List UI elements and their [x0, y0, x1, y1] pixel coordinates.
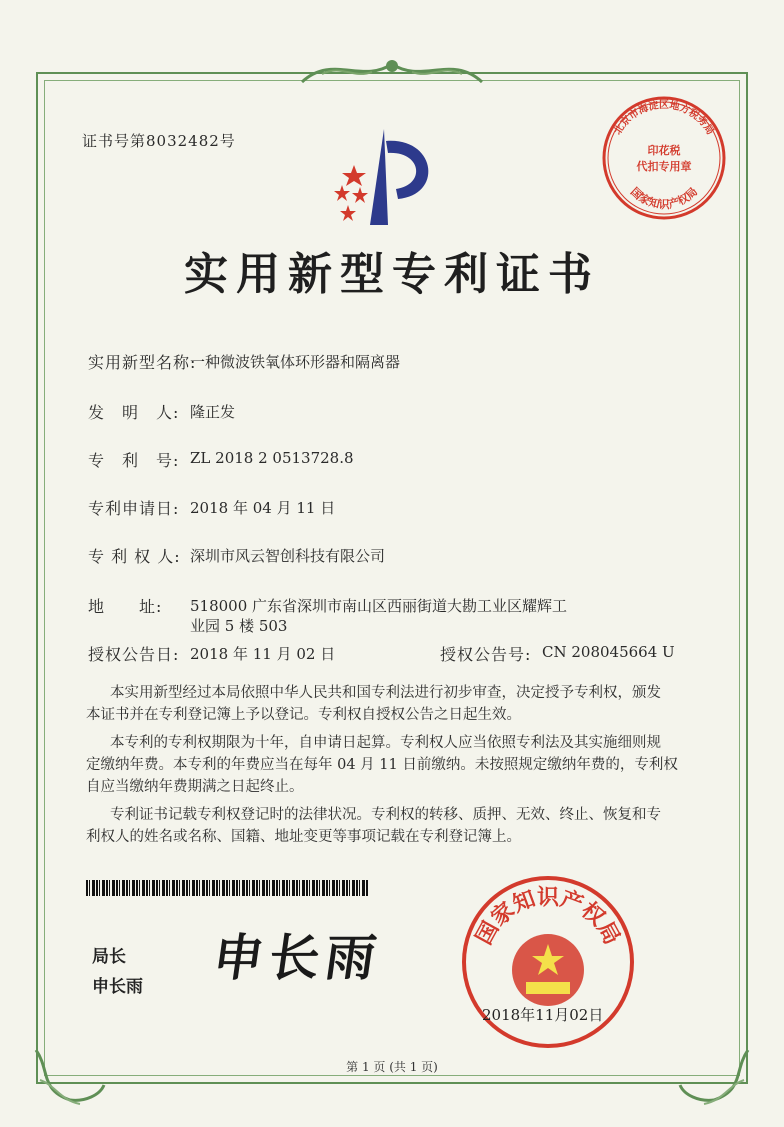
director-title: 局长 — [92, 947, 126, 967]
certificate-number: 证书号第8032482号 — [82, 132, 236, 150]
apply-date-value: 2018 年 04 月 11 日 — [190, 499, 336, 517]
official-seal-text: 国家知识产权局 — [471, 885, 625, 950]
holder-label: 专 利 权 人: — [88, 547, 181, 566]
body-line-4: 定缴纳年费。本专利的年费应当在每年 04 月 11 日前缴纳。未按照规定缴纳年费的，专利权 — [86, 757, 678, 773]
inventor-label: 发 明 人: — [88, 403, 180, 422]
patent-office-logo-icon — [326, 125, 446, 235]
body-line-3: 本专利的专利权期限为十年，自申请日起算。专利权人应当依照专利法及其实施细则规 — [110, 735, 661, 751]
address-line2: 业园 5 楼 503 — [190, 617, 288, 635]
top-ornament — [292, 44, 492, 94]
grant-date-value: 2018 年 11 月 02 日 — [190, 645, 336, 663]
address-line1: 518000 广东省深圳市南山区西丽街道大勘工业区耀辉工 — [190, 597, 568, 615]
grant-no-label: 授权公告号: — [440, 645, 532, 664]
patent-no-value: ZL 2018 2 0513728.8 — [190, 449, 354, 467]
grant-date-label: 授权公告日: — [88, 645, 180, 664]
holder-value: 深圳市风云智创科技有限公司 — [190, 547, 386, 565]
tax-stamp-bottom: 国家知识产权局 — [627, 185, 701, 211]
body-line-6: 专利证书记载专利权登记时的法律状况。专利权的转移、质押、无效、终止、恢复和专 — [110, 807, 661, 823]
inventor-value: 隆正发 — [190, 403, 236, 421]
apply-date-label: 专利申请日: — [88, 499, 180, 518]
page-title: 实用新型专利证书 — [184, 249, 600, 300]
seal-date: 2018年11月02日 — [482, 1006, 604, 1024]
model-name-label: 实用新型名称: — [88, 353, 197, 372]
tax-stamp-inner2: 代扣专用章 — [636, 160, 692, 173]
corner-ornament-br — [674, 1040, 754, 1110]
grant-no-value: CN 208045664 U — [542, 643, 675, 661]
body-line-7: 利权人的姓名或名称、国籍、地址变更等事项记载在专利登记簿上。 — [86, 829, 521, 845]
svg-text:北京市海淀区地方税务局 — [612, 98, 718, 137]
barcode — [86, 880, 368, 896]
address-label: 地 址: — [88, 597, 163, 616]
svg-text:国家知识产权局 — [628, 184, 700, 211]
body-line-5: 自应当缴纳年费期满之日起终止。 — [86, 779, 304, 795]
tax-stamp — [598, 92, 730, 224]
model-name-value: 一种微波铁氧体环形器和隔离器 — [190, 353, 401, 371]
official-seal — [458, 872, 638, 1052]
tax-stamp-outer: 北京市海淀区地方税务局 — [612, 100, 716, 137]
patent-no-label: 专 利 号: — [88, 451, 180, 470]
body-line-1: 本实用新型经过本局依照中华人民共和国专利法进行初步审查，决定授予专利权，颁发 — [110, 685, 661, 701]
director-name: 申长雨 — [92, 977, 143, 997]
director-signature: 申长雨 — [209, 928, 386, 987]
corner-ornament-bl — [30, 1040, 110, 1110]
page-footer: 第 1 页 (共 1 页) — [346, 1060, 438, 1074]
tax-stamp-inner1: 印花税 — [647, 144, 681, 157]
body-line-2: 本证书并在专利登记簿上予以登记。专利权自授权公告之日起生效。 — [86, 707, 521, 723]
